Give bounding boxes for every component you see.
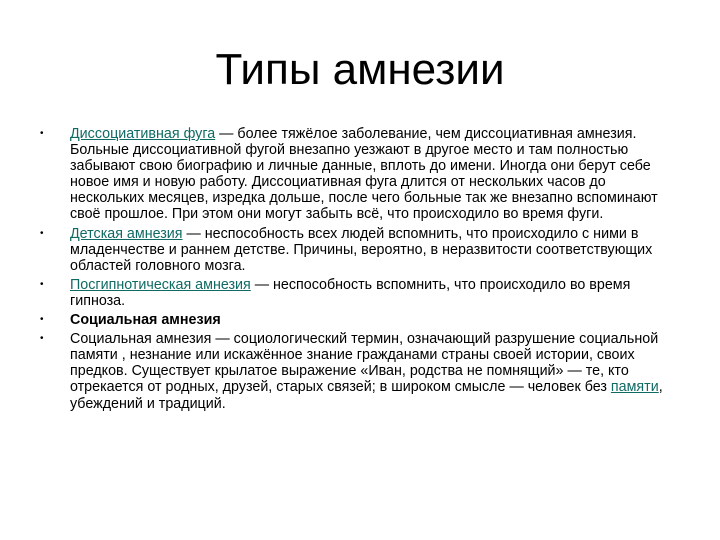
bullet-icon: • <box>40 227 44 239</box>
social-amnesia-description: Социальная амнезия — социологический термин, означающий разрушение социальной памяти , незнание или искажённое знание гражданами страны своей истории, своих предков. Существует крылатое выражение «Иван, родства не помнящий» — те, кто отрекается от родных, друзей, старых связей; в широком смысле — человек без <box>70 331 659 396</box>
posthypnotic-amnesia-description: — неспособность вспомнить, что происходило во время гипноза. <box>70 276 631 309</box>
bullet-icon: • <box>40 128 44 139</box>
list-item-dissociative-fugue <box>40 126 680 223</box>
slide-title: Типы амнезии <box>215 45 505 94</box>
list-item-text <box>70 226 680 274</box>
list-item-posthypnotic-amnesia <box>40 277 680 309</box>
childhood-amnesia-link[interactable]: Детская амнезия <box>70 225 183 242</box>
memory-link[interactable]: памяти <box>610 379 659 396</box>
list-item-social-amnesia-heading <box>40 312 680 328</box>
social-amnesia-heading: Социальная амнезия <box>70 312 221 329</box>
social-amnesia-description-end: , убеждений и традиций. <box>70 379 663 412</box>
bullet-icon: • <box>40 314 44 326</box>
dissociative-fugue-description: — более тяжёлое заболевание, чем диссоциативная амнезия. Больные диссоциативной фугой внезапно уезжают в другое место и там полностью забывают свою биографию и личные данные, вплоть до имени. Иногда они берут себе новое имя и новую работу. Диссоциативная фуга длится от нескольких часов до нескольких месяцев, изредка дольше, после чего больные так же внезапно вспоминают своё прошлое. При этом они могут забыть всё, что происходило во время фуги. <box>70 126 658 223</box>
list-item-text <box>70 126 680 223</box>
bullet-icon: • <box>40 278 44 290</box>
list-item-social-amnesia <box>40 331 680 411</box>
list-item-text <box>70 277 680 309</box>
dissociative-fugue-link[interactable]: Диссоциативная фуга <box>70 126 216 142</box>
list-item-childhood-amnesia <box>40 226 680 274</box>
bullet-icon: • <box>40 333 44 345</box>
bullet-list <box>40 126 680 412</box>
posthypnotic-amnesia-link[interactable]: Посгипнотическая амнезия <box>70 276 251 293</box>
childhood-amnesia-description: — неспособность всех людей вспомнить, что происходило с ними в младенчестве и раннем детстве. Причины, вероятно, в неразвитости соответствующих областей головного мозга. <box>70 225 653 274</box>
list-item-text <box>70 331 680 411</box>
